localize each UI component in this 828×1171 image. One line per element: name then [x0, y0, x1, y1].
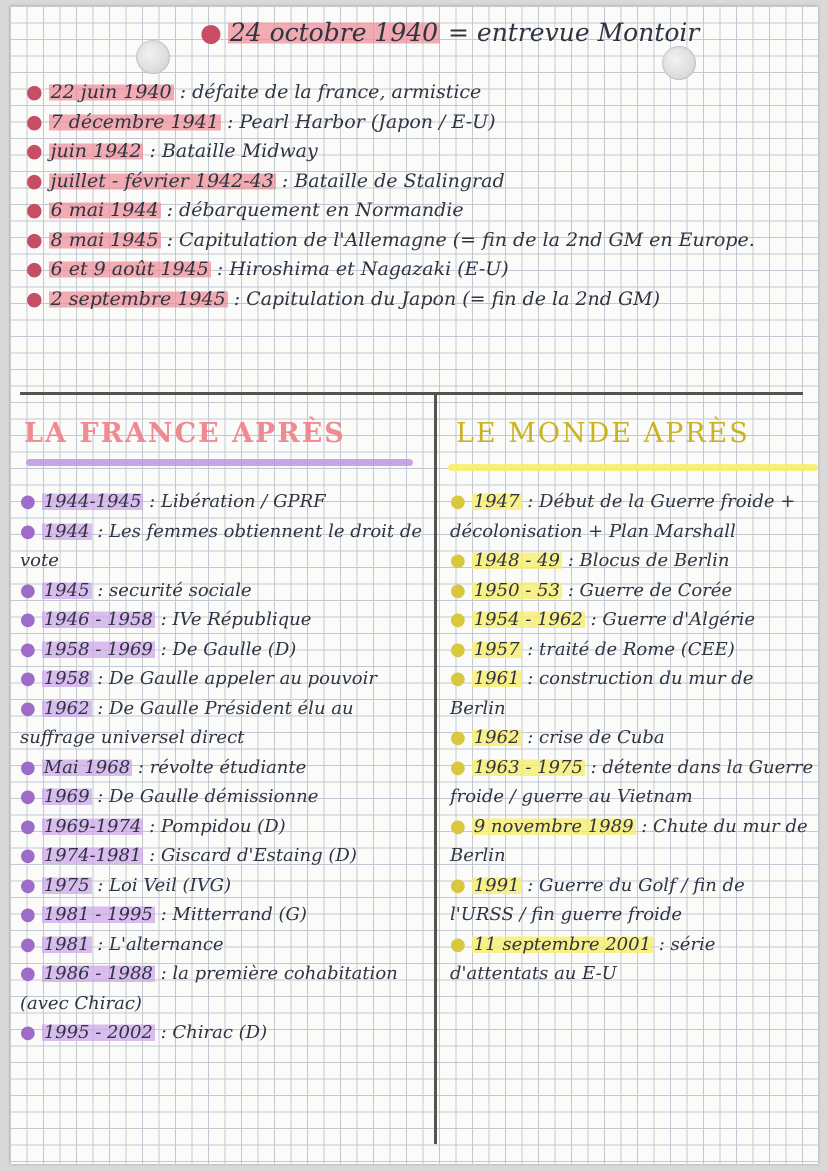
- event-text: : traité de Rome (CEE): [527, 638, 735, 660]
- timeline-item: [26, 285, 806, 315]
- bullet-icon: ●: [20, 579, 36, 601]
- timeline-item: [26, 78, 806, 108]
- event-date: 8 mai 1945: [50, 228, 159, 251]
- event-date: 1975: [43, 874, 90, 896]
- world-event: [450, 930, 814, 989]
- bullet-icon: ●: [26, 169, 43, 192]
- event-text: : De Gaulle démissionne: [97, 786, 319, 807]
- france-event: [20, 812, 428, 842]
- event-text: : Guerre de Corée: [567, 579, 733, 601]
- world-heading: LE MONDE APRÈS: [456, 418, 750, 449]
- world-timeline: [450, 487, 814, 989]
- event-date: 1948 - 49: [473, 550, 560, 571]
- timeline-item: [26, 137, 806, 167]
- bullet-icon: ●: [20, 668, 36, 689]
- event-date: 1991: [473, 874, 520, 896]
- event-text: : Hiroshima et Nagazaki (E-U): [216, 258, 509, 280]
- event-text: : Mitterrand (G): [160, 904, 307, 925]
- event-text: : Capitulation du Japon (= fin de la 2nd GM): [233, 287, 661, 310]
- bullet-icon: ●: [20, 933, 36, 955]
- world-heading-underline: [448, 464, 818, 471]
- event-text: : Pearl Harbor (Japon / E-U): [226, 110, 496, 133]
- france-event: [20, 959, 428, 1018]
- event-text: : Capitulation de l'Allemagne (= fin de la 2nd GM en Europe.: [166, 228, 755, 251]
- event-date: 1981: [43, 933, 90, 955]
- event-text: : De Gaulle appeler au pouvoir: [97, 668, 377, 689]
- timeline-item: [26, 108, 806, 138]
- world-event: [450, 487, 814, 546]
- bullet-icon: ●: [26, 81, 43, 103]
- bullet-icon: ●: [20, 638, 36, 660]
- notebook-page: [10, 6, 818, 1164]
- world-event: [450, 605, 814, 635]
- bullet-icon: ●: [450, 638, 466, 660]
- bullet-icon: ●: [450, 815, 466, 837]
- event-date: 1954 - 1962: [473, 609, 583, 630]
- bullet-icon: ●: [450, 668, 466, 689]
- bullet-icon: ●: [20, 756, 36, 778]
- event-date: 1969-1974: [43, 815, 142, 837]
- event-text: : Pompidou (D): [149, 815, 286, 837]
- france-event: [20, 782, 428, 812]
- world-event: [450, 753, 814, 812]
- france-event: [20, 605, 428, 635]
- timeline-item: [26, 167, 806, 197]
- france-event: [20, 930, 428, 960]
- france-heading: LA FRANCE APRÈS: [24, 418, 346, 449]
- event-date: 11 septembre 2001: [473, 933, 652, 955]
- france-event: [20, 576, 428, 606]
- france-event: [20, 694, 428, 753]
- event-text: : IVe République: [160, 609, 312, 630]
- timeline-item: [26, 226, 806, 256]
- bullet-icon: ●: [450, 579, 466, 601]
- event-text: : la première cohabitation (avec Chirac): [20, 963, 398, 1014]
- world-event: [450, 871, 814, 930]
- world-event: [450, 635, 814, 665]
- event-text: : défaite de la france, armistice: [179, 81, 482, 103]
- bullet-icon: ●: [26, 110, 43, 133]
- event-date: 9 novembre 1989: [473, 815, 634, 837]
- event-text: : De Gaulle Président élu au suffrage universel direct: [20, 697, 354, 748]
- event-text: : Giscard d'Estaing (D): [149, 845, 357, 866]
- event-date: 1974-1981: [43, 845, 142, 866]
- event-date: 1969: [43, 786, 90, 807]
- event-text: : Bataille de Stalingrad: [281, 169, 505, 192]
- france-event: [20, 664, 428, 694]
- event-text: : révolte étudiante: [137, 756, 307, 778]
- bullet-icon: ●: [450, 609, 466, 630]
- bullet-icon: ●: [20, 1022, 36, 1043]
- title-date: 24 octobre 1940: [229, 18, 439, 47]
- event-text: : série d'attentats au E-U: [450, 933, 716, 984]
- event-date: 6 et 9 août 1945: [50, 258, 209, 280]
- france-event: [20, 841, 428, 871]
- event-date: 1958 - 1969: [43, 638, 153, 660]
- event-date: 1950 - 53: [473, 579, 560, 601]
- world-event: [450, 812, 814, 871]
- bullet-icon: ●: [450, 756, 466, 778]
- bullet-icon: ●: [450, 874, 466, 896]
- horizontal-divider: [20, 392, 803, 395]
- event-text: : Libération / GPRF: [149, 491, 326, 512]
- punch-hole: [662, 46, 696, 80]
- event-text: : De Gaulle (D): [160, 638, 297, 660]
- event-text: : Blocus de Berlin: [567, 550, 730, 571]
- bullet-icon: ●: [20, 609, 36, 630]
- bullet-icon: ●: [450, 727, 466, 748]
- event-text: : Guerre d'Algérie: [590, 609, 756, 630]
- event-date: 7 décembre 1941: [50, 110, 219, 133]
- bullet-icon: ●: [26, 140, 43, 162]
- event-text: : Loi Veil (IVG): [97, 874, 232, 896]
- timeline-item: [26, 255, 806, 285]
- event-date: juillet - février 1942-43: [50, 169, 274, 192]
- bullet-icon: ●: [20, 815, 36, 837]
- france-event: [20, 1018, 428, 1048]
- event-text: : Chute du mur de Berlin: [450, 815, 808, 866]
- event-date: 1946 - 1958: [43, 609, 153, 630]
- event-text: : L'alternance: [97, 933, 224, 955]
- event-text: : construction du mur de Berlin: [450, 668, 754, 719]
- france-timeline: [20, 487, 428, 1048]
- event-text: : Guerre du Golf / fin de l'URSS / fin guerre froide: [450, 874, 745, 925]
- event-date: 22 juin 1940: [50, 81, 172, 103]
- bullet-icon: ●: [26, 199, 43, 221]
- world-event: [450, 723, 814, 753]
- event-date: 1995 - 2002: [43, 1022, 153, 1043]
- event-text: : crise de Cuba: [527, 727, 665, 748]
- event-date: 2 septembre 1945: [50, 287, 226, 310]
- event-date: 1947: [473, 491, 520, 512]
- event-text: : Début de la Guerre froide + décolonisation + Plan Marshall: [450, 491, 796, 542]
- event-text: : Bataille Midway: [149, 140, 318, 162]
- event-date: 1981 - 1995: [43, 904, 153, 925]
- france-event: [20, 517, 428, 576]
- event-date: 1963 - 1975: [473, 756, 583, 778]
- world-event: [450, 546, 814, 576]
- event-date: juin 1942: [50, 140, 142, 162]
- vertical-divider: [434, 394, 437, 1144]
- event-date: 1944-1945: [43, 491, 142, 512]
- event-text: : securité sociale: [97, 579, 252, 601]
- event-text: : Chirac (D): [160, 1022, 268, 1043]
- event-text: : débarquement en Normandie: [166, 199, 464, 221]
- bullet-icon: ●: [450, 550, 466, 571]
- event-text: : détente dans la Guerre froide / guerre au Vietnam: [450, 756, 814, 807]
- bullet-icon: ●: [20, 845, 36, 866]
- page-title: [200, 18, 699, 47]
- bullet-icon: ●: [20, 874, 36, 896]
- france-event: [20, 487, 428, 517]
- bullet-icon: ●: [20, 904, 36, 925]
- bullet-icon: ●: [20, 520, 36, 542]
- event-date: 1945: [43, 579, 90, 601]
- event-date: Mai 1968: [43, 756, 131, 778]
- event-date: 1962: [43, 697, 90, 719]
- event-text: : Les femmes obtiennent le droit de vote: [20, 520, 423, 571]
- event-date: 1962: [473, 727, 520, 748]
- bullet-icon: ●: [450, 933, 466, 955]
- france-event: [20, 753, 428, 783]
- france-event: [20, 635, 428, 665]
- title-text: = entrevue Montoir: [448, 18, 700, 47]
- bullet-icon: ●: [20, 491, 36, 512]
- bullet-icon: ●: [200, 18, 222, 47]
- timeline-item: [26, 196, 806, 226]
- event-date: 1958: [43, 668, 90, 689]
- france-event: [20, 871, 428, 901]
- bullet-icon: ●: [26, 287, 43, 310]
- bullet-icon: ●: [20, 963, 36, 984]
- france-event: [20, 900, 428, 930]
- bullet-icon: ●: [26, 258, 43, 280]
- world-event: [450, 664, 814, 723]
- event-date: 1961: [473, 668, 520, 689]
- punch-hole: [136, 40, 170, 74]
- world-event: [450, 576, 814, 606]
- bullet-icon: ●: [450, 491, 466, 512]
- france-heading-underline: [26, 459, 413, 466]
- bullet-icon: ●: [20, 786, 36, 807]
- event-date: 1986 - 1988: [43, 963, 153, 984]
- bullet-icon: ●: [20, 697, 36, 719]
- event-date: 1957: [473, 638, 520, 660]
- event-date: 6 mai 1944: [50, 199, 159, 221]
- bullet-icon: ●: [26, 228, 43, 251]
- ww2-timeline: [26, 78, 806, 314]
- event-date: 1944: [43, 520, 90, 542]
